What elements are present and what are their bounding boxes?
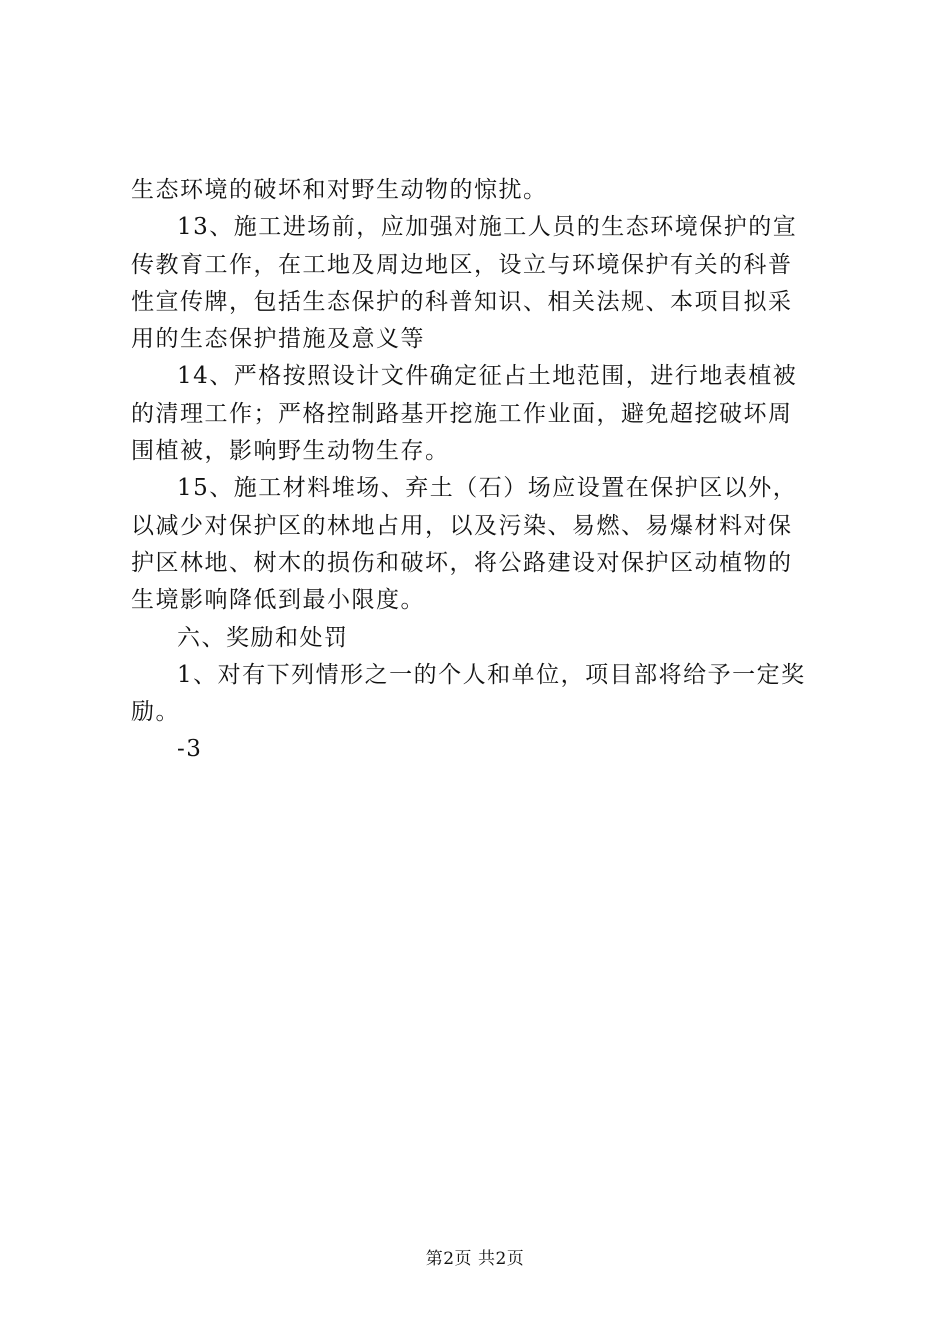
text-line-item-14: 14、严格按照设计文件确定征占土地范围，进行地表植被	[177, 363, 798, 390]
text-line: 传教育工作，在工地及周边地区，设立与环境保护有关的科普	[131, 251, 793, 278]
text-line: 性宣传牌，包括生态保护的科普知识、相关法规、本项目拟采	[131, 288, 793, 315]
page-marker: -3	[177, 736, 203, 763]
text-line: 围植被，影响野生动物生存。	[131, 438, 450, 465]
text-line-item-15: 15、施工材料堆场、弃土（石）场应设置在保护区以外，	[177, 475, 798, 502]
text-line: 护区林地、树木的损伤和破坏，将公路建设对保护区动植物的	[131, 549, 793, 576]
text-line-item-1: 1、对有下列情形之一的个人和单位，项目部将给予一定奖	[177, 661, 806, 688]
document-body	[131, 172, 831, 769]
text-line: 生境影响降低到最小限度。	[131, 587, 425, 614]
text-line: 用的生态保护措施及意义等	[131, 326, 425, 353]
text-line: 以减少对保护区的林地占用，以及污染、易燃、易爆材料对保	[131, 512, 793, 539]
text-line-item-13: 13、施工进场前，应加强对施工人员的生态环境保护的宣	[177, 214, 798, 241]
text-line: 的清理工作；严格控制路基开挖施工作业面，避免超挖破坏周	[131, 400, 793, 427]
text-line: 生态环境的破坏和对野生动物的惊扰。	[131, 177, 548, 203]
section-heading: 六、奖励和处罚	[177, 624, 349, 651]
page-number-footer: 第2页 共2页	[425, 1249, 525, 1269]
text-line: 励。	[131, 699, 180, 726]
